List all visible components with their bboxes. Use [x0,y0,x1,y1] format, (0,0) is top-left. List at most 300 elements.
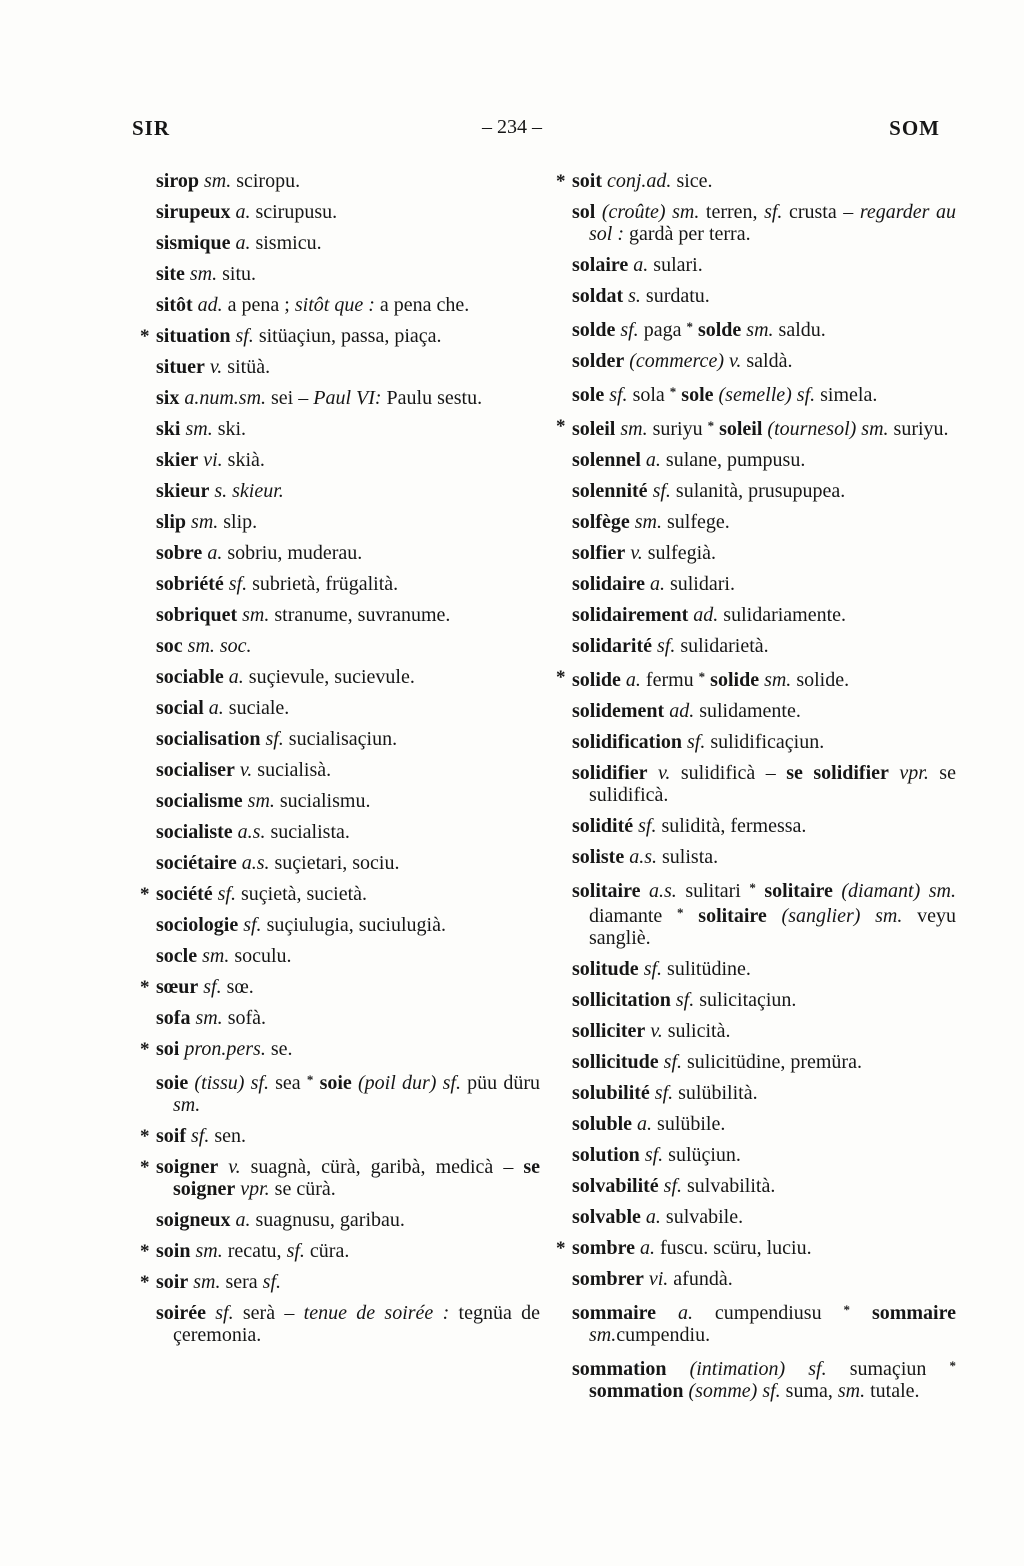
entry-headword: soleil [714,418,763,440]
dictionary-entry [572,762,956,806]
homonym-separator: * [843,1302,851,1317]
entry-headword: sociable [156,666,224,688]
entry-translation: solide. [791,669,850,691]
homonym-separator: * [749,880,756,895]
entry-translation: sola [627,384,670,406]
dictionary-entry [572,815,956,837]
entry-grammar-label: sm. [198,170,232,192]
dictionary-entry [572,480,956,502]
entry-translation: sumaçiun [826,1358,950,1380]
entry-grammar-label: a.s. [236,852,270,874]
entry-headword: soleil [572,418,616,440]
entry-grammar-label: (tournesol) sm. [762,418,889,440]
entry-translation: sice. [671,170,713,192]
entry-translation: sei – [266,387,314,409]
dictionary-entry [572,877,956,949]
dictionary-entry [156,542,540,564]
entry-grammar-label: (commerce) v. [624,350,742,372]
entry-grammar-label: a. [632,1113,653,1135]
entry-translation: sulicità. [662,1020,731,1042]
entry-translation: sulidamente. [694,700,801,722]
entry-headword: solitaire [572,880,641,902]
entry-translation: sulübile. [652,1113,726,1135]
entry-grammar-label: a. [230,1209,251,1231]
dictionary-entry [572,1206,956,1228]
dictionary-entry [156,728,540,750]
entry-grammar-label: a. [640,449,661,471]
entry-grammar-label: sm. [188,1271,221,1293]
gallicism-asterisk-marker: * [140,1157,150,1178]
dictionary-entry [572,449,956,471]
entry-translation: sulicitaçiun. [694,989,797,1011]
entry-headword: soin [156,1240,191,1262]
entry-headword: skieur [156,480,210,502]
dictionary-entry [556,666,956,691]
entry-headword: solvabilité [572,1175,659,1197]
entry-headword: soigner [156,1156,219,1178]
entry-translation: sulanità, prusupupea. [670,480,846,502]
entry-translation: sulicitüdine, premüra. [682,1051,862,1073]
entry-grammar-label: sf. [639,1144,664,1166]
entry-headword: sitôt [156,294,193,316]
dictionary-entry [156,263,540,285]
entry-grammar-label: a.num.sm. [179,387,267,409]
dictionary-entry [572,731,956,753]
entry-headword: se soigner [173,1156,540,1200]
entry-translation: sulüçiun. [663,1144,741,1166]
entry-grammar-label: ad. [192,294,223,316]
dictionary-entry [556,1237,956,1259]
dictionary-entry [572,316,956,341]
entry-translation: simela. [815,384,878,406]
entry-headword: solidité [572,815,634,837]
entry-translation: se. [265,1038,293,1060]
dictionary-entry [140,1271,540,1293]
entry-translation: sobriu, muderau. [222,542,363,564]
dictionary-entry [156,387,540,409]
entry-headword: solennel [572,449,641,471]
entry-translation: sucialista. [265,821,350,843]
entry-grammar-label: a. [628,254,649,276]
entry-grammar-label: sf. [670,989,695,1011]
entry-headword: solfège [572,511,630,533]
gallicism-asterisk-marker: * [140,1241,150,1262]
dictionary-entry [140,1156,540,1200]
entry-translation: sitüà. [222,356,271,378]
entry-grammar-label: sm. [589,1324,617,1346]
entry-translation: sofà. [222,1007,267,1029]
entry-headword: sociétaire [156,852,237,874]
entry-translation: suriyu [647,418,708,440]
entry-translation: Paulu sestu. [381,387,483,409]
gallicism-asterisk-marker: * [556,667,566,688]
entry-translation: sulidità, fermessa. [656,815,807,837]
entry-grammar-label: sf. [658,1175,683,1197]
dictionary-column-right [556,170,956,1411]
dictionary-entry [572,1051,956,1073]
entry-headword: soie [156,1072,189,1094]
entry-grammar-label: a. [202,542,223,564]
entry-translation: sulidificaçiun. [705,731,825,753]
entry-translation: cumpendiu. [616,1324,711,1346]
entry-grammar-label: sm. [759,669,792,691]
entry-grammar-label: sm. [242,790,275,812]
entry-grammar-label: regarder au sol : [589,201,956,245]
entry-translation: veyu sangliè. [589,905,956,949]
dictionary-entry [572,958,956,980]
entry-grammar-label: ad. [688,604,719,626]
entry-headword: soif [156,1125,186,1147]
entry-translation: sciropu. [231,170,301,192]
entry-grammar-label: a.s. [232,821,266,843]
entry-translation: cüra. [304,1240,350,1262]
gallicism-asterisk-marker: * [140,326,150,347]
entry-grammar-label: ad. [664,700,695,722]
entry-grammar-label: sf. [615,319,639,341]
dictionary-entry [140,1125,540,1147]
entry-headword: sociologie [156,914,239,936]
entry-grammar-label: a. [230,232,251,254]
entry-translation: scirupusu. [250,201,338,223]
entry-grammar-label: Paul VI: [313,387,382,409]
entry-grammar-label: a. [223,666,244,688]
entry-headword: solidement [572,700,665,722]
entry-grammar-label: a.s. [624,846,658,868]
dictionary-entry [572,1355,956,1402]
dictionary-entry [140,976,540,998]
running-head-left: SIR [132,116,171,140]
dictionary-entry [572,1299,956,1346]
entry-grammar-label: sf. [652,635,676,657]
entry-headword: sirop [156,170,199,192]
entry-translation: sulidarietà. [675,635,769,657]
entry-grammar-label: sf. [262,1271,281,1293]
entry-headword: socialiser [156,759,235,781]
entry-grammar-label: (diamant) sm. [832,880,956,902]
entry-translation: stranume, suvranume. [269,604,451,626]
homonym-separator: * [698,669,706,684]
entry-grammar-label: sm. [197,945,230,967]
entry-grammar-label: tenue de soirée : [303,1302,450,1324]
entry-grammar-label: a. [640,1206,661,1228]
dictionary-entry [572,381,956,406]
entry-translation: ski. [212,418,247,440]
dictionary-entry [572,573,956,595]
page-number: – 234 – [482,116,542,138]
entry-grammar-label: pron.pers. [179,1038,266,1060]
entry-grammar-label: v. [204,356,223,378]
gallicism-asterisk-marker: * [140,884,150,905]
entry-translation: sulübilità. [673,1082,758,1104]
entry-grammar-label: sf. [764,201,783,223]
entry-headword: sommation [572,1358,667,1380]
gallicism-asterisk-marker: * [140,1272,150,1293]
entry-headword: slip [156,511,187,533]
entry-translation: sucialismu. [274,790,371,812]
entry-translation: situ. [217,263,257,285]
entry-grammar-label: sm. [237,604,270,626]
entry-headword: se solidifier [786,762,889,784]
entry-headword: solennité [572,480,648,502]
entry-grammar-label: sf. [238,914,262,936]
entry-translation: fuscu. scüru, luciu. [654,1237,812,1259]
entry-headword: solde [692,319,742,341]
entry-grammar-label: (croûte) sm. [595,201,700,223]
entry-headword: socialisme [156,790,243,812]
entry-translation: suagnusu, garibau. [250,1209,405,1231]
entry-headword: site [156,263,185,285]
entry-translation: sulidificà – [670,762,787,784]
gallicism-asterisk-marker: * [556,1238,566,1259]
entry-translation: fermu [640,669,699,691]
dictionary-entry [156,449,540,471]
entry-translation: sulitari [676,880,750,902]
entry-grammar-label: (tissu) sf. [188,1072,269,1094]
entry-translation: suciale. [223,697,290,719]
dictionary-column-left [140,170,541,1355]
entry-headword: socialisation [156,728,261,750]
entry-headword: solide [572,669,621,691]
entry-headword: sœur [156,976,199,998]
entry-grammar-label: sm. [180,418,213,440]
entry-headword: solidifier [572,762,648,784]
entry-headword: socialiste [156,821,233,843]
homonym-separator: * [686,319,693,334]
entry-grammar-label: sf. [638,958,663,980]
dictionary-entry [156,914,540,936]
entry-grammar-label: sm. [629,511,662,533]
entry-translation: surdatu. [640,285,710,307]
dictionary-entry [156,821,540,843]
entry-headword: sollicitude [572,1051,659,1073]
entry-headword: sollicitation [572,989,671,1011]
entry-translation: sulari. [648,254,703,276]
entry-grammar-label: conj.ad. [602,170,672,192]
entry-grammar-label: sf. [186,1125,210,1147]
entry-headword: solidification [572,731,683,753]
entry-translation: saldu. [773,319,826,341]
dictionary-entry [140,883,540,905]
entry-grammar-label: a. [230,201,251,223]
dictionary-entry [156,697,540,719]
dictionary-entry [156,573,540,595]
entry-translation: sœ. [221,976,254,998]
dictionary-entry [572,604,956,626]
entry-grammar-label: vpr. [235,1178,270,1200]
dictionary-entry [572,542,956,564]
dictionary-entry [156,201,540,223]
entry-headword: sommaire [850,1302,956,1324]
gallicism-asterisk-marker: * [140,1039,150,1060]
entry-headword: soigneux [156,1209,231,1231]
entry-grammar-label: sm. [615,418,648,440]
entry-grammar-label: sf. [604,384,628,406]
entry-translation: suçietari, sociu. [269,852,400,874]
entry-headword: solidaire [572,573,645,595]
entry-translation: se cürà. [269,1178,336,1200]
running-head-right: SOM [889,116,940,140]
entry-headword: solubilité [572,1082,650,1104]
dictionary-entry [572,846,956,868]
dictionary-entry [156,945,540,967]
dictionary-entry [140,1240,540,1262]
entry-headword: sole [676,384,714,406]
dictionary-entry [156,294,540,316]
dictionary-entry [156,759,540,781]
entry-grammar-label: v. [647,762,671,784]
entry-grammar-label: sf. [205,1302,234,1324]
entry-grammar-label: vi. [643,1268,669,1290]
entry-headword: sombre [572,1237,635,1259]
entry-translation: sulvabile. [660,1206,744,1228]
entry-translation: sulitüdine. [662,958,751,980]
entry-translation: sulidariamente. [718,604,847,626]
entry-headword: six [156,387,180,409]
homonym-separator: * [669,384,677,399]
entry-translation: slip. [218,511,258,533]
entry-grammar-label: sf. [223,573,248,595]
dictionary-entry [572,201,956,245]
dictionary-entry [156,480,540,502]
entry-headword: solitude [572,958,639,980]
entry-grammar-label: v. [218,1156,241,1178]
gallicism-asterisk-marker: * [140,1126,150,1147]
dictionary-entry [572,989,956,1011]
entry-headword: sombrer [572,1268,644,1290]
entry-headword: solde [572,319,616,341]
entry-headword: solliciter [572,1020,646,1042]
entry-translation: püu düru [460,1072,541,1094]
dictionary-entry [572,1082,956,1104]
dictionary-entry [572,1175,956,1197]
entry-grammar-label: s. [623,285,641,307]
entry-translation: a pena ; [222,294,295,316]
entry-headword: sobriété [156,573,224,595]
entry-headword: solder [572,350,625,372]
dictionary-entry [572,254,956,276]
entry-headword: soc [156,635,183,657]
entry-translation: tutale. [865,1380,920,1402]
entry-translation: sulane, pumpusu. [660,449,806,471]
entry-headword: soldat [572,285,624,307]
dictionary-entry [572,1020,956,1042]
entry-translation: sen. [209,1125,247,1147]
entry-grammar-label: (poil dur) sf. [351,1072,461,1094]
entry-headword: soluble [572,1113,633,1135]
entry-translation: suçietà, sucietà. [235,883,368,905]
entry-headword: sofa [156,1007,191,1029]
homonym-separator: * [306,1072,314,1087]
dictionary-entry [572,1268,956,1290]
entry-grammar-label: a. [656,1302,693,1324]
entry-headword: solaire [572,254,629,276]
entry-grammar-label: sf. [658,1051,683,1073]
entry-headword: soi [156,1038,180,1060]
dictionary-entry [156,1069,540,1116]
entry-grammar-label: a. [203,697,224,719]
homonym-separator: * [677,905,684,920]
entry-translation: suçiulugia, suciulugià. [261,914,446,936]
dictionary-entry [156,232,540,254]
dictionary-entry [156,1302,540,1346]
dictionary-entry [572,1144,956,1166]
dictionary-entry [156,356,540,378]
entry-headword: sobre [156,542,203,564]
entry-headword: socle [156,945,198,967]
entry-grammar-label: a.s. [640,880,677,902]
entry-translation: diamante [589,905,678,927]
entry-translation: sulvabilità. [682,1175,776,1197]
dictionary-entry [572,350,956,372]
entry-grammar-label: a. [620,669,641,691]
entry-translation: gardà per terra. [624,223,751,245]
entry-translation: sulfegià. [642,542,717,564]
entry-grammar-label: sm. [741,319,774,341]
dictionary-entry [156,852,540,874]
entry-grammar-label: sm. soc. [182,635,252,657]
entry-translation: afundà. [668,1268,733,1290]
entry-headword: soit [572,170,602,192]
entry-translation: sea [268,1072,307,1094]
entry-translation: suriyu. [888,418,949,440]
gallicism-asterisk-marker: * [556,171,566,192]
entry-grammar-label: sf. [198,976,222,998]
entry-headword: sommation [589,1380,684,1402]
entry-headword: solidairement [572,604,689,626]
entry-grammar-label: a. [634,1237,655,1259]
entry-headword: soir [156,1271,189,1293]
entry-translation: terren, [699,201,765,223]
entry-translation: sucialisà. [252,759,332,781]
entry-translation: soculu. [229,945,292,967]
gallicism-asterisk-marker: * [140,977,150,998]
dictionary-entry [572,511,956,533]
entry-grammar-label: (sanglier) sm. [766,905,903,927]
dictionary-entry [156,418,540,440]
entry-translation: sulfege. [662,511,730,533]
entry-headword: ski [156,418,181,440]
entry-translation: crusta – [782,201,860,223]
entry-headword: skier [156,449,199,471]
entry-headword: solide [705,669,760,691]
entry-translation: sulista. [657,846,719,868]
entry-grammar-label: sm. [837,1380,866,1402]
entry-headword: situation [156,325,231,347]
entry-grammar-label: v. [625,542,643,564]
entry-headword: sobriquet [156,604,238,626]
entry-grammar-label: sm. [190,1007,223,1029]
entry-translation: a pena che. [374,294,470,316]
entry-translation: sitüaçiun, passa, piaça. [253,325,442,347]
entry-headword: sommaire [572,1302,657,1324]
entry-headword: solitaire [755,880,833,902]
entry-headword: solvable [572,1206,641,1228]
entry-grammar-label: sitôt que : [294,294,375,316]
entry-translation: suçievule, sucievule. [243,666,415,688]
entry-headword: solfier [572,542,626,564]
entry-translation: paga [638,319,687,341]
homonym-separator: * [949,1358,956,1373]
entry-headword: soliste [572,846,625,868]
entry-translation: tegnüa de çeremonia. [173,1302,540,1346]
entry-grammar-label: (semelle) sf. [713,384,816,406]
entry-translation: suma, [780,1380,838,1402]
entry-grammar-label: sm. [173,1094,201,1116]
entry-translation: suagnà, cürà, garibà, medicà – [240,1156,524,1178]
gallicism-asterisk-marker: * [556,416,566,437]
entry-headword: soie [313,1072,352,1094]
entry-grammar-label: vi. [198,449,223,471]
